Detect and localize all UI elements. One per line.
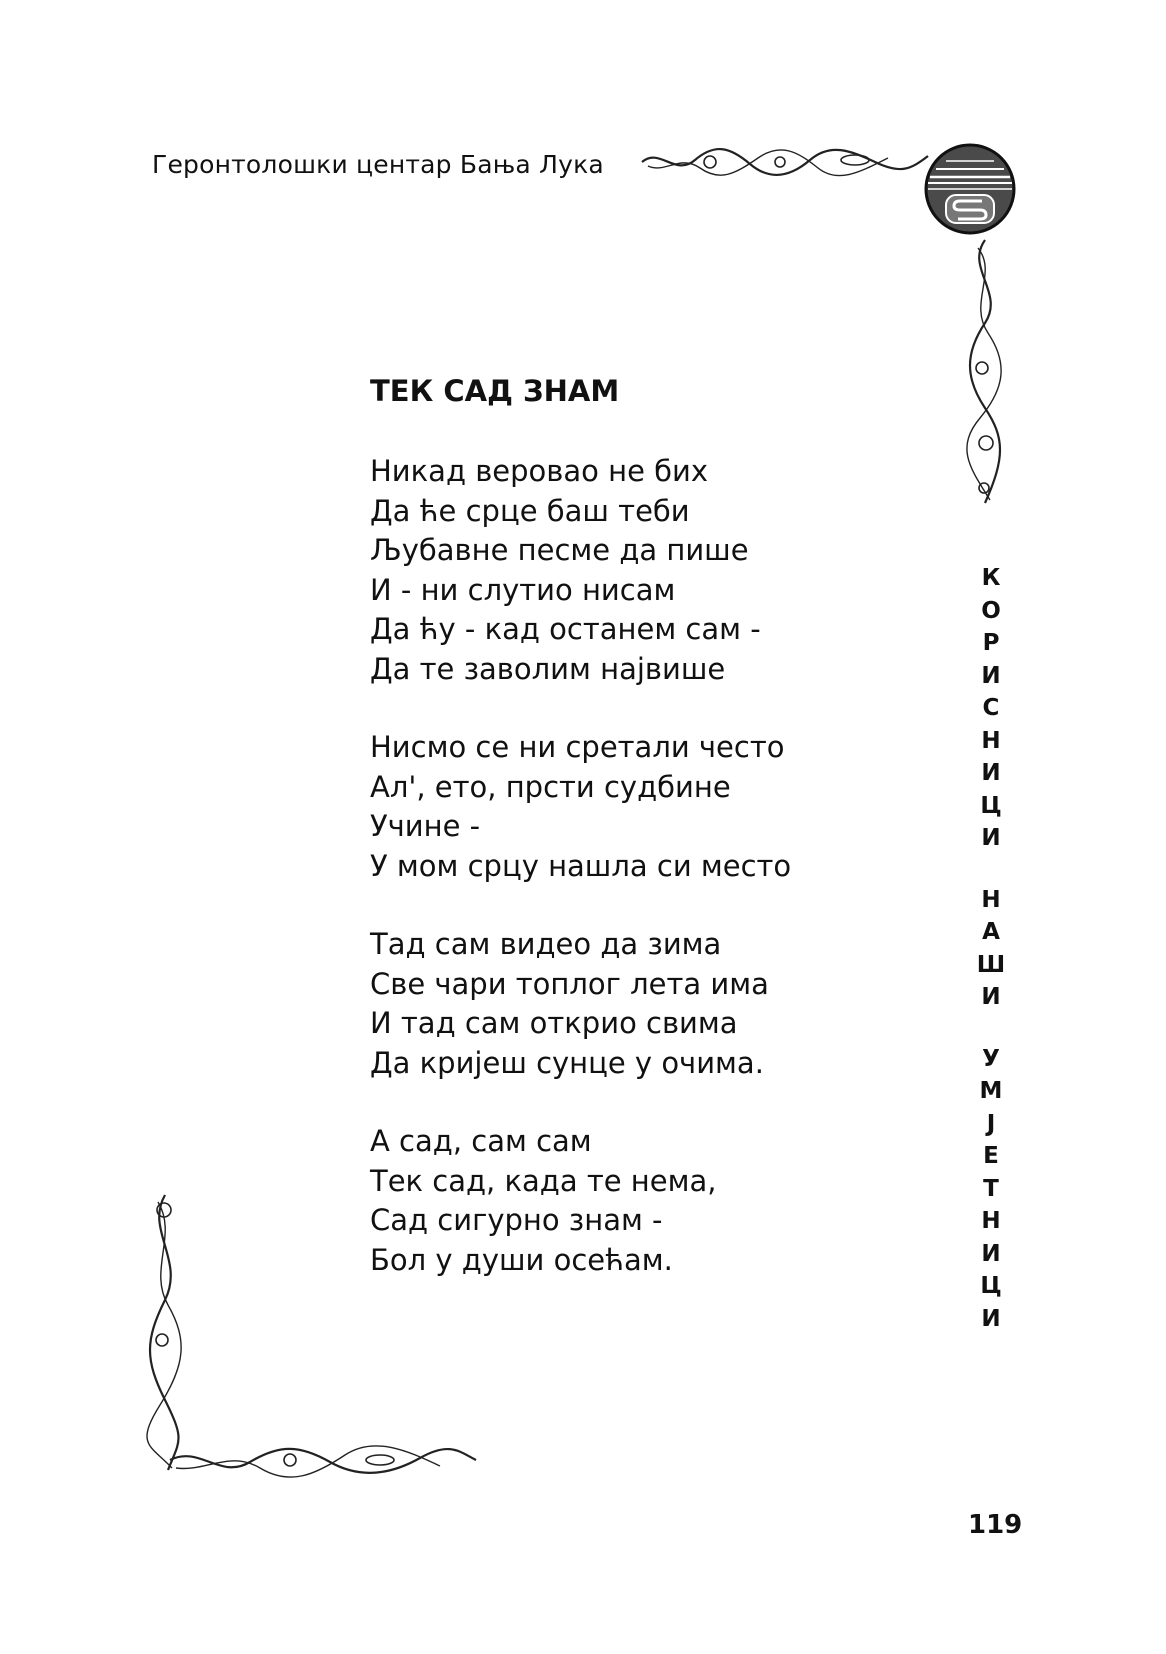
vertical-word: [976, 562, 1006, 855]
poem-line: Да те заволим највише: [370, 651, 726, 686]
poem-line: Да ћу - кад останем сам -: [370, 612, 761, 646]
poem-line: Сад сигурно знам -: [370, 1203, 663, 1237]
vertical-letter: А: [982, 919, 1000, 945]
poem-title: ТЕК САД ЗНАМ: [370, 374, 620, 408]
poem-line: Нисмо се ни сретали често: [370, 730, 785, 764]
vertical-word: [976, 884, 1006, 1014]
vertical-letter: И: [981, 1305, 1001, 1332]
vertical-letter: И: [981, 760, 1001, 786]
stanza: [370, 452, 791, 689]
vertical-section-title: [976, 562, 1006, 1364]
poem-line: Тад сам видео да зима: [370, 927, 722, 961]
vertical-letter: Ц: [980, 792, 1002, 819]
poem-line: Да кријеш сунце у очима.: [370, 1045, 764, 1080]
vertical-letter: О: [981, 597, 1001, 624]
vertical-letter: Н: [981, 886, 1001, 913]
vertical-letter: Ц: [980, 1273, 1002, 1299]
vertical-letter: Н: [981, 1208, 1001, 1234]
stanza: [370, 925, 791, 1083]
vertical-letter: Ш: [976, 951, 1006, 978]
poem-line: Све чари топлог лета има: [370, 966, 769, 1001]
vertical-letter: М: [979, 1078, 1003, 1104]
vertical-letter: И: [981, 1240, 1001, 1267]
poem-line: Учине -: [370, 809, 481, 843]
vertical-letter: Н: [981, 727, 1001, 754]
poem-line: Тек сад, када те нема,: [370, 1163, 717, 1198]
vertical-letter: И: [981, 984, 1001, 1010]
vertical-letter: С: [982, 695, 1000, 721]
poem-line: У мом срцу нашла си место: [370, 848, 792, 883]
poem-line: Да ће срце баш теби: [370, 493, 690, 528]
poem-line: И тад сам открио свима: [370, 1006, 738, 1040]
vertical-letter: К: [981, 565, 1001, 591]
top-vine-ornament-icon: [640, 142, 930, 182]
vertical-letter: Ј: [986, 1110, 996, 1137]
poem-body: [370, 452, 791, 1319]
vertical-letter: Р: [982, 630, 1000, 656]
page-number: 119: [968, 1510, 1023, 1540]
poem-line: А сад, сам сам: [370, 1124, 592, 1158]
vertical-letter: У: [982, 1045, 1000, 1072]
running-header: Геронтолошки центар Бања Лука: [152, 150, 604, 179]
logo-emblem-icon: [924, 143, 1016, 235]
vertical-letter: И: [981, 662, 1001, 689]
poem-line: Никад веровао не бих: [370, 454, 709, 488]
poem-line: Ал', ето, прсти судбине: [370, 769, 731, 804]
vertical-letter: Е: [983, 1143, 999, 1169]
poem-line: Љубавне песме да пише: [370, 533, 749, 567]
vertical-letter: И: [981, 825, 1001, 851]
poem-line: И - ни слутио нисам: [370, 572, 676, 607]
vertical-letter: Т: [983, 1175, 999, 1202]
stanza: [370, 1122, 791, 1280]
right-vine-ornament-icon: [960, 238, 1010, 508]
stanza: [370, 728, 791, 886]
poem-line: Бол у души осећам.: [370, 1242, 673, 1277]
vertical-word: [976, 1043, 1006, 1336]
